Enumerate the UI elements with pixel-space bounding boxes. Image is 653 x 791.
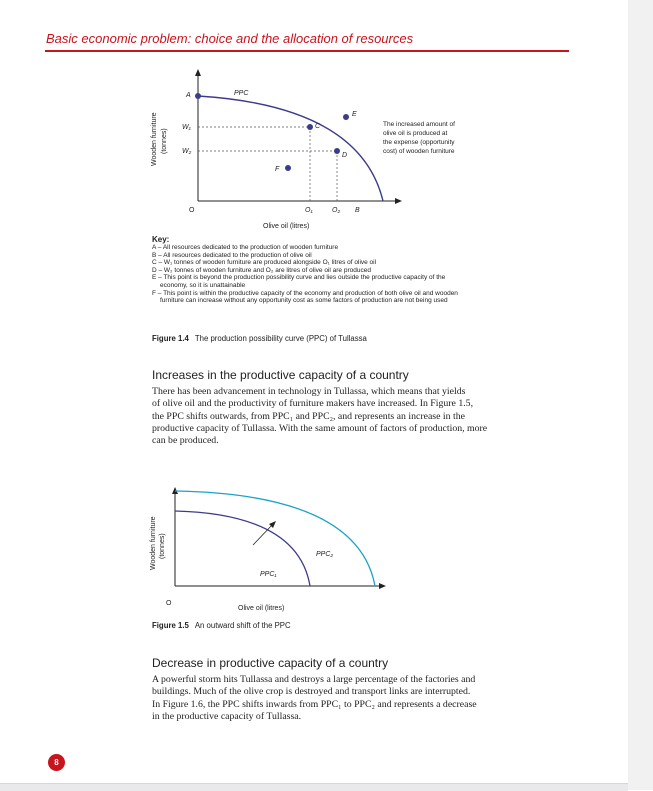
x-axis-label: Olive oil (litres)	[238, 605, 285, 612]
x-axis-arrow	[379, 583, 386, 589]
paragraph-line: can be produced.	[152, 435, 219, 447]
annotation-line-3: the expense (opportunity	[383, 139, 455, 146]
annotation-line-4: cost) of wooden furniture	[383, 148, 455, 155]
key-title: Key:	[152, 235, 170, 244]
key-item: F – This point is within the productive capacity of the economy and production of both olive oil and wooden	[152, 289, 458, 297]
key-item: C – W₁ tonnes of wooden furniture are produced alongside O₁ litres of olive oil	[152, 259, 377, 267]
figure-1-5	[140, 480, 400, 615]
y-axis-unit: (tonnes)	[161, 128, 168, 154]
b-tick-label: B	[355, 207, 360, 214]
point-f-label: F	[275, 166, 280, 173]
section-heading: Increases in the productive capacity of a country	[152, 368, 409, 382]
paragraph-line: buildings. Much of the olive crop is destroyed and transport links are interrupted.	[152, 686, 471, 698]
x-axis-arrow	[395, 198, 402, 204]
page-number-badge: 8	[48, 754, 65, 771]
o2-tick-label: O₂	[332, 207, 341, 214]
paragraph-line: in the productive capacity of Tullassa.	[152, 710, 302, 722]
w1-tick-label: W₁	[182, 124, 191, 131]
key-item: D – W₂ tonnes of wooden furniture and O₂ are litres of olive oil are produced	[152, 266, 371, 274]
y-axis-label: Wooden furniture	[150, 516, 157, 570]
origin-label: O	[166, 600, 172, 607]
x-axis-label: Olive oil (litres)	[263, 223, 310, 230]
y-axis-unit: (tonnes)	[159, 533, 166, 559]
caption-text: The production possibility curve (PPC) of Tullassa	[194, 334, 367, 343]
ppc2-label: PPC₂	[316, 551, 334, 558]
point-a-label: A	[186, 92, 191, 99]
caption-number: Figure 1.4	[152, 334, 189, 343]
key-item: furniture can increase without any opportunity cost as some factors of production are not being used	[160, 297, 448, 305]
key-item: A – All resources dedicated to the production of wooden furniture	[152, 244, 339, 251]
point-c	[307, 124, 313, 130]
caption-text: An outward shift of the PPC	[194, 621, 291, 630]
w2-tick-label: W₂	[182, 148, 192, 155]
figure-1-4-caption	[152, 334, 367, 343]
ppc1-curve	[175, 511, 310, 586]
point-a	[195, 93, 201, 99]
caption-number: Figure 1.5	[152, 621, 189, 630]
paragraph-line: of olive oil and the productivity of furniture makers have increased. In Figure 1.5,	[152, 398, 474, 410]
chapter-title: Basic economic problem: choice and the allocation of resources	[46, 31, 414, 46]
annotation-line-1: The increased amount of	[383, 121, 455, 128]
paragraph-line: the PPC shifts outwards, from PPC₁ and PPC₂, and represents an increase in the	[152, 410, 465, 422]
annotation-line-2: olive oil is produced at	[383, 130, 448, 137]
point-c-label: C	[315, 123, 321, 130]
paragraph-line: productive capacity of Tullassa. With the same amount of factors of production, more	[152, 422, 488, 434]
y-axis-arrow	[195, 69, 201, 76]
origin-label: O	[189, 207, 195, 214]
point-d	[334, 148, 340, 154]
key-item: economy, so it is unattainable	[160, 281, 246, 289]
point-e-label: E	[352, 111, 357, 118]
section-paragraph	[152, 674, 567, 723]
y-axis-label: Wooden furniture	[151, 112, 158, 166]
key-item: E – This point is beyond the production possibility curve and lies outside the productive capacity of the	[152, 274, 446, 282]
ppc-label: PPC	[234, 90, 249, 97]
header-rule	[45, 50, 569, 52]
o1-tick-label: O₁	[305, 207, 313, 214]
point-f	[285, 165, 291, 171]
paragraph-line: In Figure 1.6, the PPC shifts inwards from PPC₁ to PPC₂ and represents a decrease	[152, 698, 477, 710]
point-e	[343, 114, 349, 120]
paragraph-line: A powerful storm hits Tullassa and destroys a large percentage of the factories and	[152, 674, 476, 685]
section-paragraph	[152, 386, 567, 447]
section-heading: Decrease in productive capacity of a country	[152, 656, 389, 670]
ppc1-label: PPC₁	[260, 571, 277, 578]
figure-1-4-key	[152, 235, 572, 305]
figure-1-4	[140, 62, 560, 232]
figure-1-5-caption	[152, 621, 291, 630]
key-item: B – All resources dedicated to the production of olive oil	[152, 251, 312, 259]
right-side-panel	[628, 0, 653, 790]
point-d-label: D	[342, 152, 348, 159]
paragraph-line: There has been advancement in technology in Tullassa, which means that yields	[152, 386, 466, 397]
